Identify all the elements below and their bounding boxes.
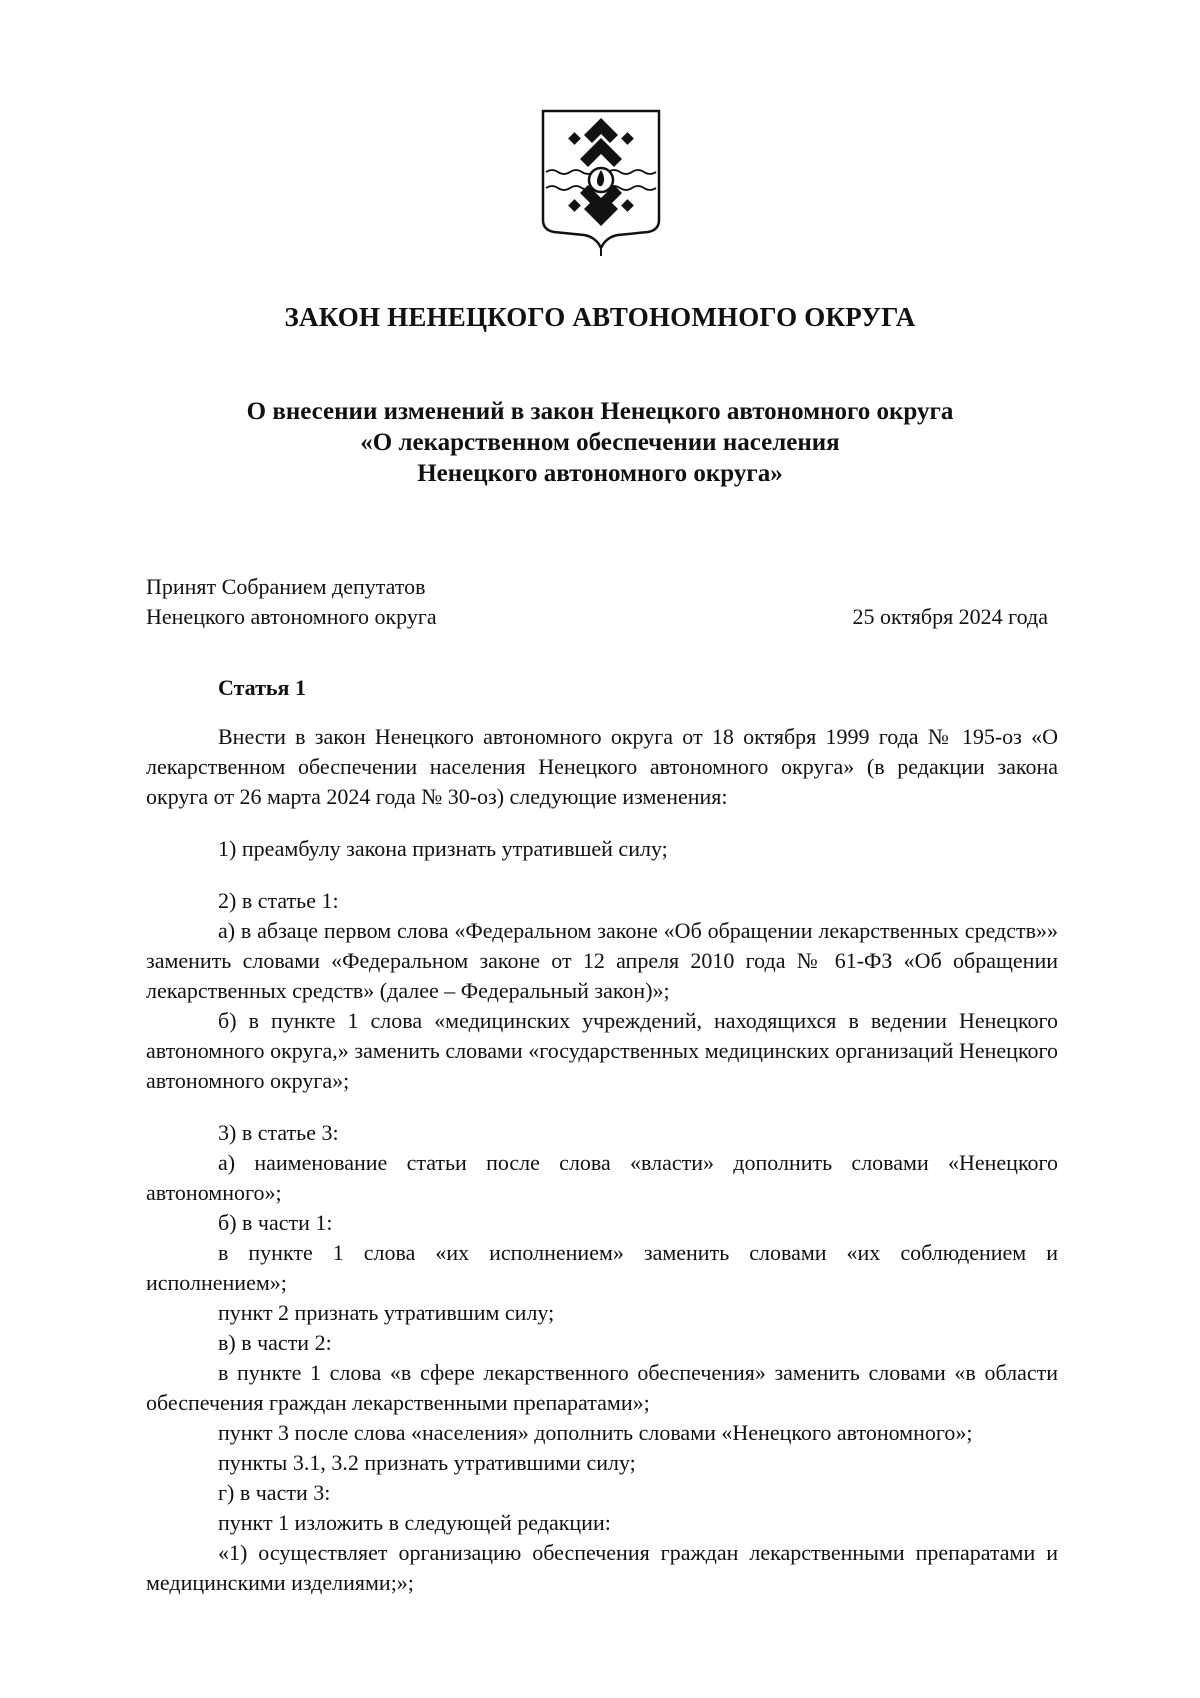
adopted-by-block (146, 572, 437, 632)
paragraph: а) наименование статьи после слова «власти» дополнить словами «Ненецкого автономного»; (146, 1150, 1058, 1205)
paragraph: 3) в статье 3: (218, 1120, 339, 1145)
paragraph: а) в абзаце первом слова «Федеральном законе «Об обращении лекарственных средств»» заменить словами «Федеральном законе от 12 апреля 2010 года № 61-ФЗ «Об обращении лекарственных средств» (далее – Федеральный закон)»; (146, 918, 1058, 1003)
subtitle-line: О внесении изменений в закон Ненецкого автономного округа (246, 398, 954, 425)
paragraph: «1) осуществляет организацию обеспечения граждан лекарственными препаратами и медицинскими изделиями;»; (146, 1540, 1058, 1595)
adoption-date: 25 октября 2024 года (852, 604, 1048, 629)
paragraph: в пункте 1 слова «в сфере лекарственного обеспечения» заменить словами «в области обеспечения граждан лекарственными препаратами»; (146, 1360, 1058, 1415)
subtitle-line: «О лекарственном обеспечении населения (360, 429, 840, 456)
paragraph: б) в части 1: (218, 1210, 333, 1235)
article-heading: Статья 1 (218, 675, 306, 700)
paragraph: Внести в закон Ненецкого автономного округа от 18 октября 1999 года № 195-оз «О лекарственном обеспечении населения Ненецкого автономного округа» (в редакции закона округа от 26 марта 2024 года № 30-оз) следующие изменения: (146, 724, 1058, 809)
adopted-line: Принят Собранием депутатов (146, 574, 426, 599)
subtitle-line: Ненецкого автономного округа» (417, 460, 783, 487)
paragraph: в) в части 2: (218, 1330, 332, 1355)
document-subtitle (0, 396, 1200, 489)
paragraph: б) в пункте 1 слова «медицинских учреждений, находящихся в ведении Ненецкого автономного округа,» заменить словами «государственных медицинских организаций Ненецкого автономного округа»; (146, 1008, 1058, 1093)
paragraph: в пункте 1 слова «их исполнением» заменить словами «их соблюдением и исполнением»; (146, 1240, 1058, 1295)
paragraph: пункт 2 признать утратившим силу; (218, 1300, 555, 1325)
article-body (146, 722, 1058, 1598)
adopted-line: Ненецкого автономного округа (146, 604, 437, 629)
nenets-coat-of-arms-icon (540, 108, 662, 258)
paragraph: 1) преамбулу закона признать утратившей силу; (218, 836, 668, 861)
paragraph: пункт 3 после слова «населения» дополнить словами «Ненецкого автономного»; (218, 1420, 973, 1445)
paragraph: г) в части 3: (218, 1480, 331, 1505)
paragraph: пункт 1 изложить в следующей редакции: (218, 1510, 611, 1535)
document-title: ЗАКОН НЕНЕЦКОГО АВТОНОМНОГО ОКРУГА (284, 302, 916, 332)
paragraph: 2) в статье 1: (218, 888, 339, 913)
paragraph: пункты 3.1, 3.2 признать утратившими силу; (218, 1450, 636, 1475)
